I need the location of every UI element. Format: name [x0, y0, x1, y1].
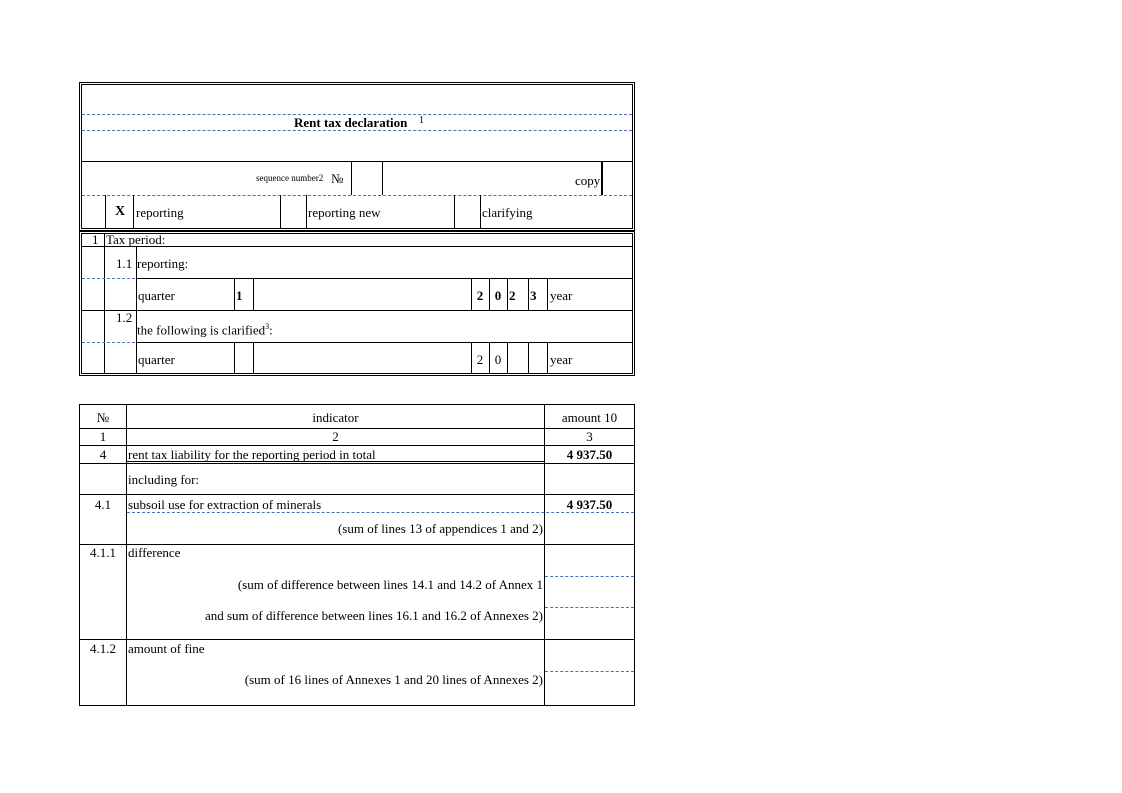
- number-sign: №: [331, 171, 344, 186]
- row-4-label: rent tax liability for the reporting period in total: [128, 447, 376, 462]
- including-for-label: including for:: [128, 472, 200, 487]
- type-reporting-label: reporting: [136, 205, 184, 220]
- r1-year-digit-1[interactable]: 2: [476, 288, 484, 303]
- row-4-1-1-note-2: and sum of difference between lines 16.1 and 16.2 of Annexes 2): [204, 608, 543, 623]
- row-4-1-2-label: amount of fine: [128, 641, 205, 656]
- r2-year-digit-4[interactable]: [529, 343, 547, 373]
- r2-year-digit-3[interactable]: [508, 343, 528, 373]
- index-indicator: 2: [332, 429, 339, 444]
- reporting-new-checkbox[interactable]: [280, 195, 306, 229]
- row-4-1-label: subsoil use for extraction of minerals: [128, 497, 322, 512]
- r2-quarter-label: quarter: [138, 352, 175, 367]
- sequence-number-cell[interactable]: [351, 161, 383, 195]
- col-amount-header: amount 10: [561, 410, 618, 425]
- col-number-header: №: [96, 410, 110, 425]
- row-4-1-note: (sum of lines 13 of appendices 1 and 2): [337, 521, 543, 536]
- type-reporting-new-label: reporting new: [308, 205, 381, 220]
- period-label: Tax period:: [106, 232, 166, 247]
- row-4-1-1-number: 4.1.1: [90, 545, 116, 560]
- row-4-1-number: 4.1: [94, 497, 112, 512]
- r2-year-digit-1[interactable]: 2: [476, 352, 484, 367]
- row-4-1-2-number: 4.1.2: [90, 641, 116, 656]
- index-amount: 3: [586, 429, 593, 444]
- col-indicator-header: indicator: [312, 410, 359, 425]
- r1-year-digit-3[interactable]: 2: [509, 288, 516, 303]
- row-4-amount[interactable]: 4 937.50: [566, 447, 613, 462]
- reporting-period-label: reporting:: [137, 256, 189, 271]
- clarified-period-label: the following is clarified$^3$:: [137, 322, 273, 338]
- row-4-1-2-note: (sum of 16 lines of Annexes 1 and 20 lines of Annexes 2): [244, 672, 543, 687]
- row-4-1-amount[interactable]: 4 937.50: [566, 497, 613, 512]
- row-4-1-2-amount[interactable]: [545, 672, 634, 705]
- r1-year-digit-2[interactable]: 0: [494, 288, 502, 303]
- period-number: 1: [92, 232, 99, 247]
- index-number: 1: [99, 429, 107, 444]
- clarifying-checkbox[interactable]: [454, 195, 480, 229]
- clarified-period-number: 1.2: [116, 310, 133, 325]
- r2-quarter-value[interactable]: [235, 343, 253, 373]
- reporting-period-number: 1.1: [116, 256, 133, 271]
- r2-year-label: year: [550, 352, 573, 367]
- declaration-title: Rent tax declaration: [294, 115, 408, 130]
- r2-year-digit-2[interactable]: 0: [494, 352, 502, 367]
- row-4-number: 4: [99, 447, 107, 462]
- row-4-1-1-note-1: (sum of difference between lines 14.1 and 14.2 of Annex 1: [237, 577, 543, 592]
- type-clarifying-label: clarifying: [482, 205, 533, 220]
- copy-label: copy: [575, 173, 601, 188]
- r1-year-label: year: [550, 288, 573, 303]
- row-4-1-1-amount[interactable]: [545, 608, 634, 639]
- r1-quarter-label: quarter: [138, 288, 175, 303]
- title-footnote: 1: [419, 115, 424, 126]
- reporting-checkbox-mark[interactable]: X: [115, 204, 126, 219]
- sequence-label: sequence number2: [256, 173, 324, 183]
- r1-quarter-value[interactable]: 1: [236, 288, 243, 303]
- r1-year-digit-4[interactable]: 3: [530, 288, 537, 303]
- row-4-1-1-label: difference: [128, 545, 181, 560]
